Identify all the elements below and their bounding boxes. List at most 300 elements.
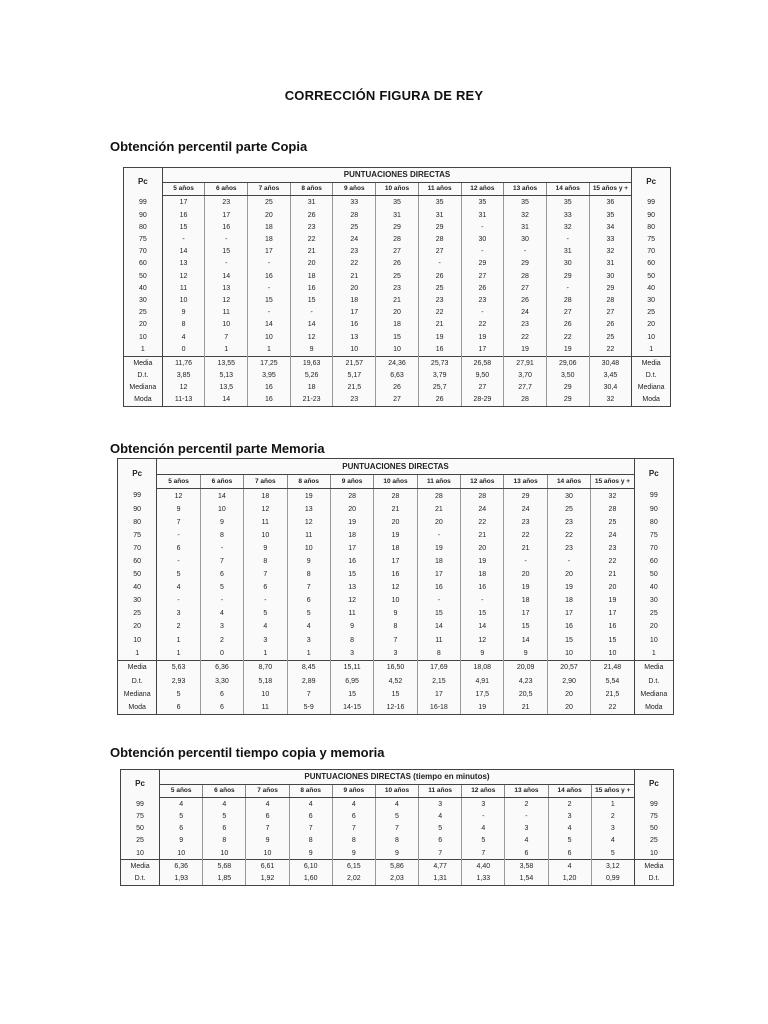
score-cell: 12 — [157, 489, 200, 503]
pc-cell-right: 75 — [634, 811, 673, 823]
score-cell: 26 — [290, 209, 333, 221]
stat-cell: 11,76 — [162, 356, 205, 369]
stat-cell: 22 — [591, 701, 634, 714]
score-cell: 35 — [589, 209, 632, 221]
score-cell: 0 — [200, 647, 243, 661]
stat-cell: 3,70 — [504, 369, 547, 381]
pc-cell-right: 60 — [634, 555, 673, 568]
document-title: CORRECCIÓN FIGURA DE REY — [284, 88, 484, 103]
score-cell: 4 — [157, 581, 200, 594]
score-cell: 23 — [418, 294, 461, 306]
score-cell: 16 — [330, 555, 373, 568]
stat-cell: 15 — [374, 688, 417, 701]
score-cell: 26 — [504, 294, 547, 306]
score-cell: 31 — [546, 246, 589, 258]
score-cell: - — [546, 233, 589, 245]
score-cell: 3 — [419, 798, 462, 811]
pc-header-left: Pc — [118, 459, 157, 489]
score-cell: 20 — [290, 258, 333, 270]
pc-cell-right: 80 — [634, 516, 673, 529]
age-header: 13 años — [505, 785, 548, 798]
stat-label-right: Media — [634, 860, 673, 873]
score-cell: 32 — [589, 246, 632, 258]
stat-cell: 5,17 — [333, 369, 376, 381]
score-cell: 7 — [244, 568, 287, 581]
score-cell: 32 — [546, 221, 589, 233]
score-cell: 25 — [418, 282, 461, 294]
score-cell: 19 — [591, 594, 634, 607]
stat-cell: 1,60 — [289, 873, 332, 885]
score-cell: 9 — [290, 343, 333, 356]
score-cell: - — [157, 594, 200, 607]
stat-cell: 20 — [547, 688, 590, 701]
pc-cell-right: 90 — [632, 209, 670, 221]
stat-cell: 6,95 — [330, 675, 373, 688]
table-row — [118, 516, 673, 529]
stat-cell: 16,50 — [374, 661, 417, 675]
stat-cell: 30,4 — [589, 382, 632, 394]
score-cell: 19 — [546, 343, 589, 356]
score-cell: 26 — [461, 282, 504, 294]
stat-row — [118, 675, 673, 688]
pc-cell: 20 — [118, 620, 157, 633]
score-cell: 8 — [200, 529, 243, 542]
stat-cell: 3,45 — [589, 369, 632, 381]
score-cell: 4 — [505, 835, 548, 847]
stat-label-right: D.t. — [632, 369, 670, 381]
score-cell: 32 — [504, 209, 547, 221]
stat-cell: 19 — [461, 701, 504, 714]
score-cell: 16 — [333, 319, 376, 331]
pc-cell-right: 20 — [632, 319, 670, 331]
score-cell: 6 — [332, 811, 375, 823]
stat-cell: 25,7 — [418, 382, 461, 394]
score-cell: 31 — [376, 209, 419, 221]
pc-cell-right: 90 — [634, 503, 673, 516]
score-cell: 10 — [246, 847, 289, 860]
stat-cell: 3,95 — [248, 369, 291, 381]
score-cell: 20 — [417, 516, 460, 529]
table-row — [124, 282, 670, 294]
stat-cell: 27 — [461, 382, 504, 394]
score-cell: 3 — [287, 634, 330, 647]
stat-row — [118, 688, 673, 701]
score-cell: 5 — [375, 811, 418, 823]
score-cell: 23 — [205, 196, 248, 209]
stat-cell: 21,57 — [333, 356, 376, 369]
score-cell: 24 — [591, 529, 634, 542]
score-cell: 3 — [157, 607, 200, 620]
score-cell: 12 — [287, 516, 330, 529]
pc-cell: 99 — [124, 196, 162, 209]
age-header: 15 años y + — [589, 183, 632, 196]
score-cell: 8 — [330, 634, 373, 647]
stat-cell: 6 — [200, 688, 243, 701]
score-cell: 3 — [591, 823, 634, 835]
score-cell: 19 — [330, 516, 373, 529]
stat-label: Mediana — [124, 382, 162, 394]
score-cell: 20 — [547, 568, 590, 581]
score-cell: 30 — [461, 233, 504, 245]
score-cell: 28 — [418, 233, 461, 245]
score-cell: 1 — [157, 647, 200, 661]
stat-cell: 6,15 — [332, 860, 375, 873]
score-cell: 9 — [461, 647, 504, 661]
score-cell: 24 — [461, 503, 504, 516]
score-cell: 22 — [589, 343, 632, 356]
table-row — [124, 294, 670, 306]
age-header: 14 años — [546, 183, 589, 196]
stat-label: D.t. — [124, 369, 162, 381]
score-cell: 18 — [504, 594, 547, 607]
score-cell: 2 — [200, 634, 243, 647]
score-cell: 21 — [376, 294, 419, 306]
score-cell: 22 — [290, 233, 333, 245]
table-row — [124, 343, 670, 356]
age-header: 11 años — [419, 785, 462, 798]
score-cell: 3 — [330, 647, 373, 661]
score-cell: 15 — [330, 568, 373, 581]
stat-cell: 3,50 — [546, 369, 589, 381]
pc-cell: 90 — [124, 209, 162, 221]
pc-cell: 75 — [121, 811, 160, 823]
score-cell: 17 — [461, 343, 504, 356]
stat-cell: 28-29 — [461, 394, 504, 406]
score-cell: 9 — [375, 847, 418, 860]
percentile-table — [124, 168, 670, 406]
score-cell: 30 — [504, 233, 547, 245]
stat-cell: 29,06 — [546, 356, 589, 369]
stat-row — [121, 860, 673, 873]
stat-cell: 20 — [547, 701, 590, 714]
score-cell: 29 — [461, 258, 504, 270]
pc-cell: 60 — [118, 555, 157, 568]
score-cell: 36 — [589, 196, 632, 209]
table-row — [121, 811, 673, 823]
score-cell: 12 — [461, 634, 504, 647]
stat-cell: 4,77 — [419, 860, 462, 873]
score-cell: 15 — [248, 294, 291, 306]
score-cell: 35 — [504, 196, 547, 209]
stat-cell: 17,69 — [417, 661, 460, 675]
score-cell: 25 — [547, 503, 590, 516]
score-cell: 25 — [248, 196, 291, 209]
pc-cell-right: 30 — [634, 594, 673, 607]
score-cell: 16 — [162, 209, 205, 221]
score-cell: 3 — [374, 647, 417, 661]
stat-cell: 21,5 — [591, 688, 634, 701]
table-row — [118, 568, 673, 581]
pc-cell: 30 — [124, 294, 162, 306]
stat-cell: 6,61 — [246, 860, 289, 873]
score-cell: 2 — [157, 620, 200, 633]
score-cell: 15 — [417, 607, 460, 620]
pc-cell-right: 50 — [632, 270, 670, 282]
stat-cell: 18 — [290, 382, 333, 394]
score-cell: 31 — [461, 209, 504, 221]
score-cell: 1 — [244, 647, 287, 661]
pc-cell-right: 50 — [634, 823, 673, 835]
score-cell: 9 — [160, 835, 203, 847]
score-cell: - — [290, 307, 333, 319]
score-cell: 10 — [160, 847, 203, 860]
score-cell: 21 — [504, 542, 547, 555]
table-row — [118, 647, 673, 661]
score-cell: 10 — [547, 647, 590, 661]
score-cell: 21 — [591, 568, 634, 581]
score-cell: 6 — [548, 847, 591, 860]
score-cell: 19 — [374, 529, 417, 542]
stat-cell: 6,10 — [289, 860, 332, 873]
stat-cell: 13,5 — [205, 382, 248, 394]
score-cell: 19 — [417, 542, 460, 555]
score-cell: 9 — [157, 503, 200, 516]
stat-cell: 16 — [248, 394, 291, 406]
score-cell: 9 — [244, 542, 287, 555]
score-cell: 22 — [546, 331, 589, 343]
score-cell: 0 — [162, 343, 205, 356]
pc-cell-right: 10 — [634, 847, 673, 860]
table-row — [118, 607, 673, 620]
age-header: 14 años — [548, 785, 591, 798]
score-cell: 7 — [374, 634, 417, 647]
stat-cell: 21-23 — [290, 394, 333, 406]
table-copia — [123, 167, 671, 407]
score-cell: 8 — [203, 835, 246, 847]
score-cell: - — [418, 258, 461, 270]
table-row — [118, 529, 673, 542]
score-cell: 17 — [205, 209, 248, 221]
score-cell: 7 — [462, 847, 505, 860]
super-header: PUNTUACIONES DIRECTAS — [157, 459, 634, 475]
score-cell: 6 — [419, 835, 462, 847]
header-row-super — [118, 459, 673, 475]
score-cell: 7 — [200, 555, 243, 568]
score-cell: 17 — [504, 607, 547, 620]
stat-cell: 1,54 — [505, 873, 548, 885]
stat-cell: 17,5 — [461, 688, 504, 701]
score-cell: 31 — [504, 221, 547, 233]
score-cell: 8 — [375, 835, 418, 847]
table-row — [124, 270, 670, 282]
stat-label: Media — [124, 356, 162, 369]
score-cell: 20 — [330, 503, 373, 516]
score-cell: 20 — [461, 542, 504, 555]
stat-cell: 4,40 — [462, 860, 505, 873]
score-cell: 5 — [203, 811, 246, 823]
age-header: 9 años — [333, 183, 376, 196]
score-cell: 11 — [244, 516, 287, 529]
score-cell: 18 — [330, 529, 373, 542]
age-header: 11 años — [417, 475, 460, 489]
score-cell: - — [417, 529, 460, 542]
score-cell: 23 — [547, 516, 590, 529]
table-row — [118, 489, 673, 503]
pc-cell: 40 — [124, 282, 162, 294]
score-cell: 2 — [591, 811, 634, 823]
score-cell: 4 — [246, 798, 289, 811]
score-cell: - — [200, 594, 243, 607]
age-header: 8 años — [287, 475, 330, 489]
score-cell: 22 — [333, 258, 376, 270]
score-cell: 27 — [504, 282, 547, 294]
score-cell: 15 — [162, 221, 205, 233]
score-cell: 12 — [330, 594, 373, 607]
score-cell: 22 — [504, 331, 547, 343]
stat-cell: 12 — [162, 382, 205, 394]
stat-cell: 26 — [418, 394, 461, 406]
score-cell: 19 — [461, 555, 504, 568]
pc-cell: 25 — [121, 835, 160, 847]
score-cell: 16 — [591, 620, 634, 633]
score-cell: 18 — [248, 233, 291, 245]
stat-label-right: Mediana — [632, 382, 670, 394]
pc-cell: 20 — [124, 319, 162, 331]
pc-cell: 40 — [118, 581, 157, 594]
stat-cell: 2,89 — [287, 675, 330, 688]
score-cell: 1 — [157, 634, 200, 647]
stat-cell: 21 — [504, 701, 547, 714]
age-header: 7 años — [248, 183, 291, 196]
score-cell: 23 — [504, 516, 547, 529]
score-cell: 4 — [160, 798, 203, 811]
table-row — [121, 835, 673, 847]
table-row — [118, 581, 673, 594]
score-cell: 6 — [244, 581, 287, 594]
score-cell: 8 — [332, 835, 375, 847]
score-cell: 16 — [547, 620, 590, 633]
pc-cell-right: 1 — [632, 343, 670, 356]
score-cell: 21 — [418, 319, 461, 331]
table-row — [118, 620, 673, 633]
score-cell: - — [461, 221, 504, 233]
score-cell: - — [462, 811, 505, 823]
age-header: 11 años — [418, 183, 461, 196]
score-cell: 25 — [376, 270, 419, 282]
score-cell: 8 — [244, 555, 287, 568]
table-tiempo — [120, 769, 674, 886]
score-cell: 17 — [591, 607, 634, 620]
stat-label: Mediana — [118, 688, 157, 701]
stat-label-right: Moda — [634, 701, 673, 714]
header-row-super — [121, 770, 673, 785]
score-cell: 4 — [462, 823, 505, 835]
score-cell: - — [505, 811, 548, 823]
score-cell: 14 — [162, 246, 205, 258]
stat-cell: 4,91 — [461, 675, 504, 688]
score-cell: 15 — [591, 634, 634, 647]
stat-cell: 2,02 — [332, 873, 375, 885]
score-cell: 5 — [200, 581, 243, 594]
age-header: 5 años — [157, 475, 200, 489]
table-row — [118, 555, 673, 568]
stat-row — [118, 661, 673, 675]
score-cell: 17 — [248, 246, 291, 258]
score-cell: 21 — [417, 503, 460, 516]
pc-cell: 70 — [118, 542, 157, 555]
score-cell: 29 — [546, 270, 589, 282]
score-cell: 26 — [589, 319, 632, 331]
stat-cell: 6,36 — [200, 661, 243, 675]
pc-header-right: Pc — [634, 770, 673, 798]
score-cell: 15 — [547, 634, 590, 647]
score-cell: 23 — [504, 319, 547, 331]
score-cell: 18 — [376, 319, 419, 331]
score-cell: - — [546, 282, 589, 294]
pc-cell-right: 25 — [634, 607, 673, 620]
score-cell: 16 — [418, 343, 461, 356]
stat-cell: 21,5 — [333, 382, 376, 394]
score-cell: 21 — [461, 529, 504, 542]
score-cell: 24 — [504, 307, 547, 319]
score-cell: 17 — [162, 196, 205, 209]
stat-cell: 6,63 — [376, 369, 419, 381]
score-cell: 13 — [330, 581, 373, 594]
score-cell: 28 — [504, 270, 547, 282]
table-row — [121, 823, 673, 835]
header-row-ages — [118, 475, 673, 489]
age-header: 15 años y + — [591, 785, 634, 798]
pc-cell-right: 70 — [632, 246, 670, 258]
score-cell: 11 — [330, 607, 373, 620]
stat-cell: 0,99 — [591, 873, 634, 885]
score-cell: 4 — [548, 823, 591, 835]
score-cell: 27 — [589, 307, 632, 319]
stat-cell: 16-18 — [417, 701, 460, 714]
score-cell: 6 — [203, 823, 246, 835]
stat-cell: 7 — [287, 688, 330, 701]
score-cell: 2 — [505, 798, 548, 811]
pc-cell-right: 25 — [634, 835, 673, 847]
age-header: 5 años — [162, 183, 205, 196]
score-cell: 18 — [290, 270, 333, 282]
score-cell: 4 — [419, 811, 462, 823]
stat-cell: 29 — [546, 382, 589, 394]
stat-cell: 2,90 — [547, 675, 590, 688]
score-cell: 14 — [290, 319, 333, 331]
score-cell: 7 — [419, 847, 462, 860]
score-cell: 15 — [205, 246, 248, 258]
pc-cell: 70 — [124, 246, 162, 258]
table-row — [124, 319, 670, 331]
score-cell: 15 — [461, 607, 504, 620]
score-cell: 23 — [376, 282, 419, 294]
pc-cell-right: 20 — [634, 620, 673, 633]
score-cell: 13 — [162, 258, 205, 270]
score-cell: 17 — [333, 307, 376, 319]
stat-cell: 14 — [205, 394, 248, 406]
stat-cell: 27,7 — [504, 382, 547, 394]
score-cell: 28 — [589, 294, 632, 306]
score-cell: 7 — [332, 823, 375, 835]
score-cell: 28 — [376, 233, 419, 245]
header-row-ages — [121, 785, 673, 798]
stat-cell: 11-13 — [162, 394, 205, 406]
pc-cell: 99 — [118, 489, 157, 503]
score-cell: 7 — [246, 823, 289, 835]
score-cell: 3 — [505, 823, 548, 835]
score-cell: 19 — [418, 331, 461, 343]
score-cell: 9 — [374, 607, 417, 620]
stat-label: D.t. — [121, 873, 160, 885]
stat-cell: 8,70 — [244, 661, 287, 675]
score-cell: 21 — [333, 270, 376, 282]
pc-cell: 10 — [118, 634, 157, 647]
age-header: 15 años y + — [591, 475, 634, 489]
stat-cell: 3,12 — [591, 860, 634, 873]
pc-cell-right: 80 — [632, 221, 670, 233]
score-cell: 3 — [548, 811, 591, 823]
